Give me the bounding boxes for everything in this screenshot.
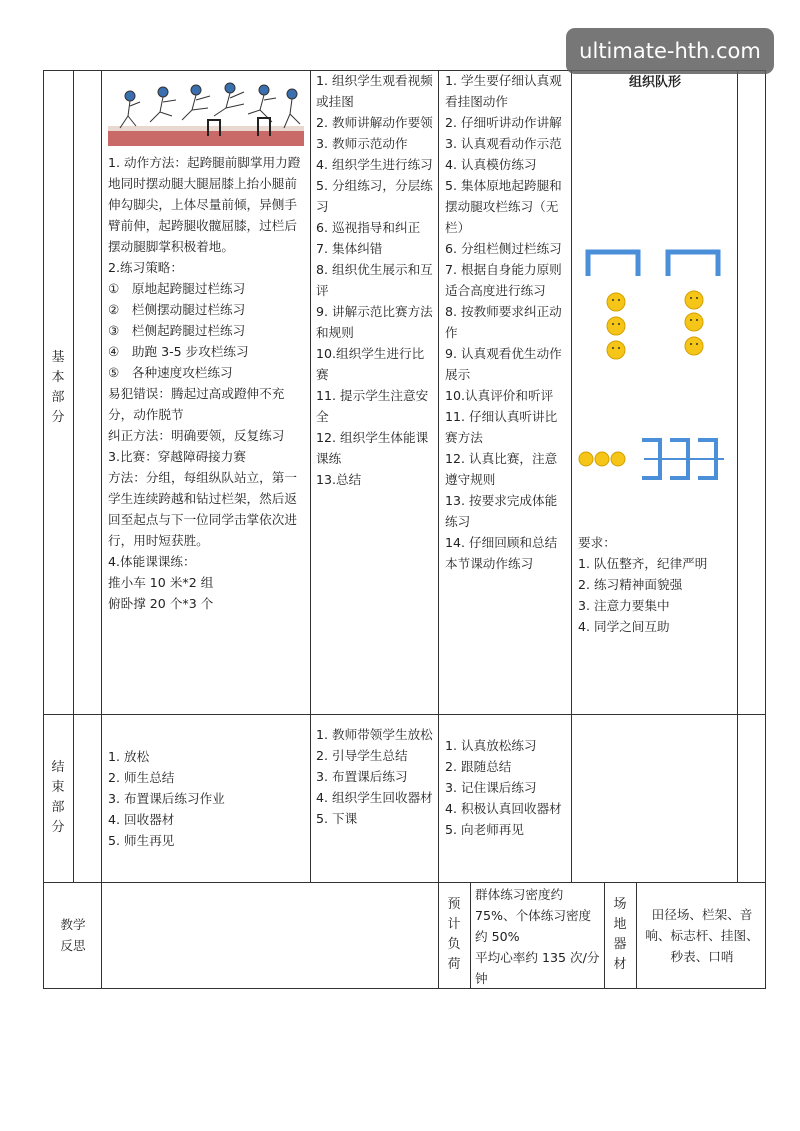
formation-title: 组织队形 [628,75,681,90]
ending-section-label: 结 束 部 分 [51,760,65,835]
ending-teacher-activities: 1. 教师带领学生放松 2. 引导学生总结 3. 布置课后练习 4. 组织学生回收器材 5. 下课 [316,727,433,826]
venue-text: 田径场、栏架、音响、标志杆、挂图、秒表、口哨 [645,907,759,964]
load-label: 预 计 负 荷 [447,897,461,972]
ending-content: 1. 放松 2. 师生总结 3. 布置课后练习作业 4. 回收器材 5. 师生再见 [108,749,225,848]
basic-section-label: 基 本 部 分 [51,350,65,425]
basic-teacher-activities: 1. 组织学生观看视频或挂图 2. 教师讲解动作要领 3. 教师示范动作 4. 组织学生进行练习 5. 分组练习，分层练习 6. 巡视指导和纠正 7. 集体纠错 8. 组织优生展示和互评 9. 讲解示范比赛方法和规则 10.组织学生进行比赛 11. 提示学生注意安全 12. 组织学生体能课课练 13.总结 [316,73,433,487]
ending-student-activities: 1. 认真放松练习 2. 跟随总结 3. 记住课后练习 4. 积极认真回收器材 5. 向老师再见 [445,738,562,837]
reflection-label: 教学 反思 [60,917,86,953]
hurdle-illustration [108,78,304,146]
venue-label: 场 地 器 材 [613,897,627,972]
formation-diagram [578,240,734,480]
basic-student-activities: 1. 学生要仔细认真观看挂图动作 2. 仔细听讲动作讲解 3. 认真观看动作示范 4. 认真模仿练习 5. 集体原地起跨腿和摆动腿攻栏练习（无栏） 6. 分组栏侧过栏练习 7. 根据自身能力原则适合高度进行练习 8. 按教师要求纠正动作 9. 认真观看优生动作展示 10.认真评价和听评 11. 仔细认真听讲比赛方法 12. 认真比赛，注意遵守规则 13. 按要求完成体能练习 14. 仔细回顾和总结本节课动作练习 [445,73,562,571]
load-text: 群体练习密度约 75%、个体练习密度约 50% 平均心率约 135 次/分钟 [475,887,600,986]
formation-requirements: 要求： 1. 队伍整齐，纪律严明 2. 练习精神面貌强 3. 注意力要集中 4. 同学之间互助 [578,535,708,634]
watermark: ultimate-hth.com [566,28,774,74]
basic-content: 1. 动作方法：起跨腿前脚掌用力蹬地同时摆动腿大腿屈膝上抬小腿前伸勾脚尖，上体尽量前倾，异侧手臂前伸，起跨腿收髋屈膝，过栏后摆动腿脚掌积极着地。 2.练习策略： ① 原地起跨腿过栏练习 ② 栏侧摆动腿过栏练习 ③ 栏侧起跨腿过栏练习 ④ 助跑 3-5 步攻栏练习 ⑤ 各种速度攻栏练习 易犯错误：腾起过高或蹬伸不充分，动作脱节 纠正方法：明确要领，反复练习 3.比赛：穿越障碍接力赛 方法：分组，每组纵队站立，第一学生连续跨越和钻过栏架，然后返回至起点与下一位同学击掌依次进行，用时短获胜。 4.体能课课练： 推小车 10 米*2 组 俯卧撑 20 个*3 个 [108,155,301,611]
